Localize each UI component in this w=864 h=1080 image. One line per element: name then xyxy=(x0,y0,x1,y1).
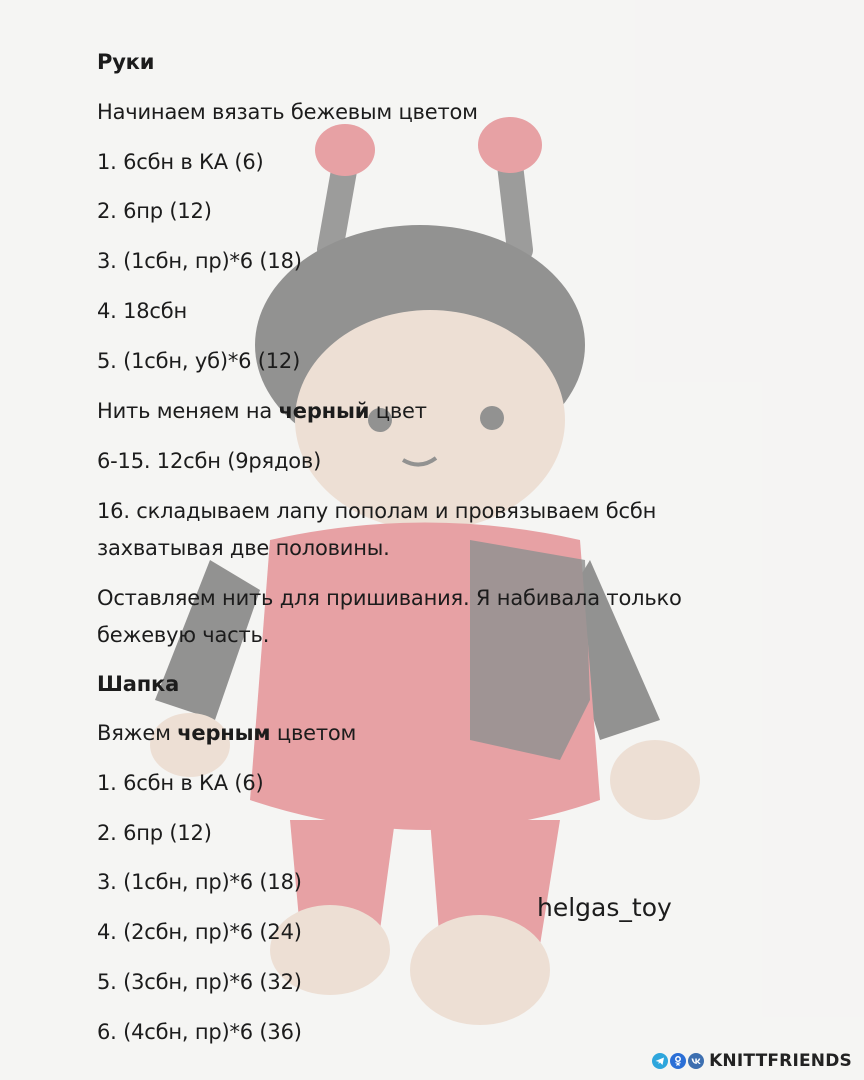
instruction-line: 1. 6сбн в КА (6) xyxy=(97,771,264,795)
instruction-line-color xyxy=(97,716,356,750)
instruction-line: 5. (1сбн, уб)*6 (12) xyxy=(97,349,301,373)
instruction-line: 1. 6сбн в КА (6) xyxy=(97,150,264,174)
footer-brand xyxy=(652,1050,852,1072)
instruction-line: 3. (1сбн, пр)*6 (18) xyxy=(97,249,302,273)
instruction-line: бежевую часть. xyxy=(97,623,270,647)
line-text: Нить меняем на xyxy=(97,399,279,423)
color-word: черным xyxy=(177,721,271,745)
section-heading-hat: Шапка xyxy=(97,672,180,696)
section-heading-arms: Руки xyxy=(97,50,155,74)
ok-icon xyxy=(670,1053,686,1069)
line-text: цветом xyxy=(270,721,357,745)
instruction-line: 6. (4сбн, пр)*6 (36) xyxy=(97,1020,302,1044)
instruction-line-color-change xyxy=(97,394,427,428)
line-text: цвет xyxy=(369,399,427,423)
instruction-line: 3. (1сбн, пр)*6 (18) xyxy=(97,870,302,894)
instruction-line: 6-15. 12сбн (9рядов) xyxy=(97,449,322,473)
instruction-line: 2. 6пр (12) xyxy=(97,821,212,845)
brand-name: KNITTFRIENDS xyxy=(709,1051,852,1071)
instruction-line: захватывая две половины. xyxy=(97,536,390,560)
instruction-line: 2. 6пр (12) xyxy=(97,199,212,223)
instruction-line: Начинаем вязать бежевым цветом xyxy=(97,100,478,124)
telegram-icon xyxy=(652,1053,668,1069)
instruction-line: 4. (2сбн, пр)*6 (24) xyxy=(97,920,302,944)
author-watermark: helgas_toy xyxy=(537,893,672,922)
instruction-line: 5. (3сбн, пр)*6 (32) xyxy=(97,970,302,994)
instruction-line: Оставляем нить для пришивания. Я набивала только xyxy=(97,586,682,610)
vk-icon xyxy=(688,1053,704,1069)
instruction-line: 4. 18сбн xyxy=(97,299,188,323)
instruction-line: 16. складываем лапу пополам и провязываем бсбн xyxy=(97,499,657,523)
line-text: Вяжем xyxy=(97,721,178,745)
color-word: черный xyxy=(278,399,370,423)
